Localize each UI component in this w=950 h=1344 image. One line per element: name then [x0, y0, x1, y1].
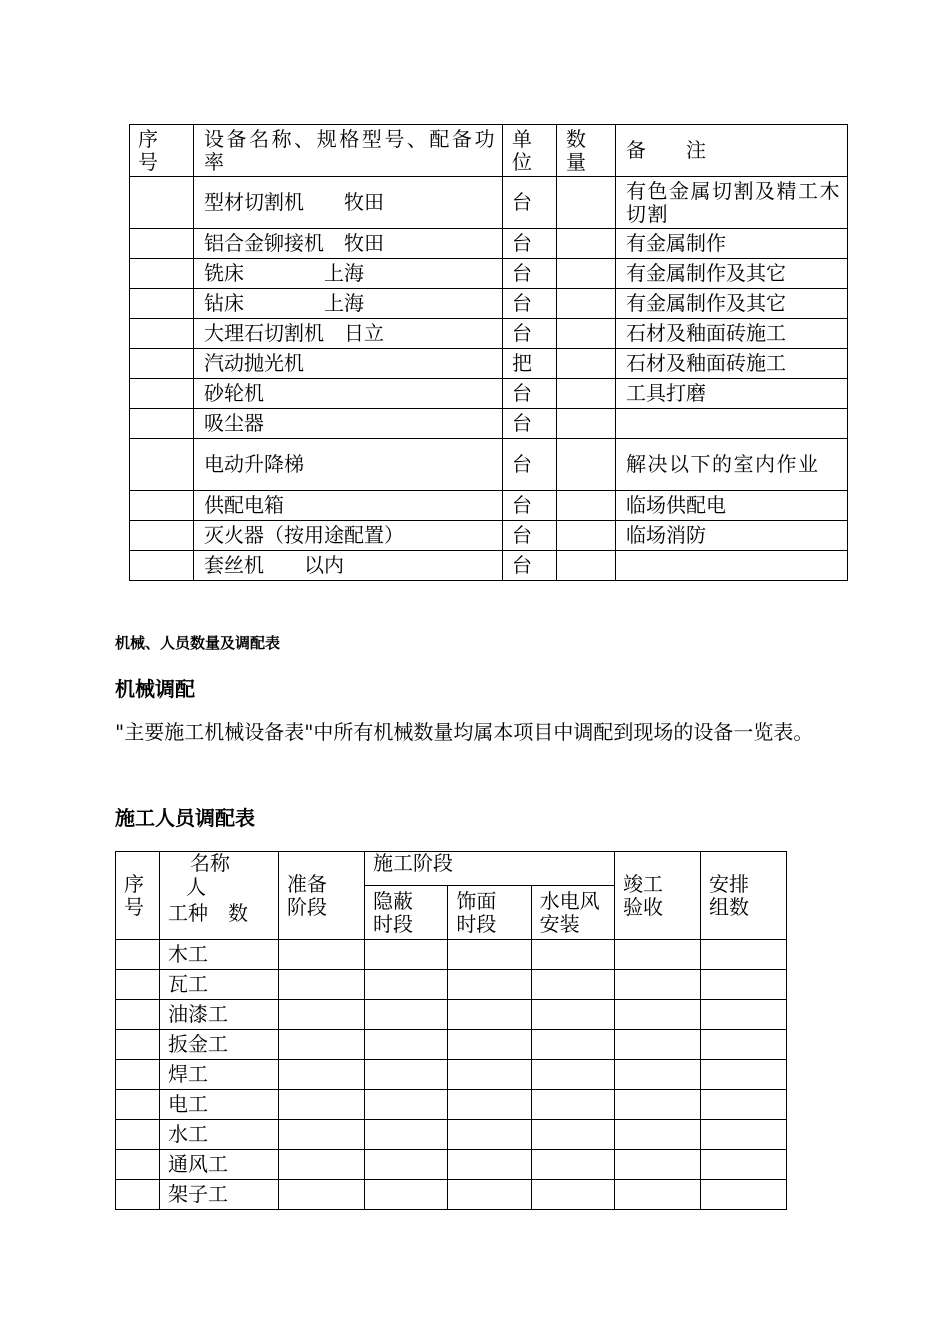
row-unit: 台 — [503, 259, 557, 289]
row-cell — [701, 970, 787, 1000]
row-cell — [365, 970, 448, 1000]
row-serial — [130, 177, 194, 229]
header-trade-diagonal — [160, 852, 279, 940]
row-quantity — [557, 551, 616, 581]
header-remarks: 备 注 — [616, 125, 848, 177]
table-row — [116, 1090, 787, 1120]
row-cell — [448, 970, 531, 1000]
row-remarks: 临场供配电 — [616, 491, 848, 521]
row-serial — [130, 289, 194, 319]
row-serial — [130, 409, 194, 439]
row-serial — [116, 1180, 160, 1210]
row-unit: 台 — [503, 289, 557, 319]
row-cell — [279, 1150, 365, 1180]
row-serial — [116, 940, 160, 970]
row-cell — [365, 1180, 448, 1210]
row-quantity — [557, 177, 616, 229]
table-row — [130, 229, 848, 259]
row-remarks: 解决以下的室内作业 — [616, 439, 848, 491]
row-cell — [531, 1180, 614, 1210]
table-row — [116, 1150, 787, 1180]
row-cell — [365, 1060, 448, 1090]
row-quantity — [557, 379, 616, 409]
row-serial — [130, 349, 194, 379]
row-trade: 电工 — [160, 1090, 279, 1120]
row-cell — [279, 1030, 365, 1060]
row-quantity — [557, 439, 616, 491]
row-cell — [531, 1120, 614, 1150]
table-row — [130, 551, 848, 581]
row-unit: 台 — [503, 521, 557, 551]
row-cell — [365, 1000, 448, 1030]
header-name-label: 名称 — [190, 851, 230, 875]
row-cell — [279, 1120, 365, 1150]
row-cell — [615, 1150, 701, 1180]
row-cell — [701, 1030, 787, 1060]
row-cell — [365, 1150, 448, 1180]
header-equipment-name: 设备名称、规格型号、配备功率 — [194, 125, 503, 177]
header-mep-install: 水电风 安装 — [531, 886, 614, 940]
row-serial — [130, 439, 194, 491]
header-construction-stage: 施工阶段 — [365, 852, 615, 886]
row-serial — [130, 379, 194, 409]
table-row — [130, 379, 848, 409]
row-cell — [448, 1000, 531, 1030]
row-cell — [279, 1000, 365, 1030]
table-row — [116, 1180, 787, 1210]
machinery-heading: 机械调配 — [115, 677, 195, 701]
table-row — [130, 349, 848, 379]
table-row — [116, 940, 787, 970]
row-cell — [365, 1030, 448, 1060]
row-cell — [701, 1000, 787, 1030]
staff-header-row-1 — [116, 852, 787, 886]
row-cell — [531, 970, 614, 1000]
equipment-header-row — [130, 125, 848, 177]
header-trade-count-label: 工种 数 — [168, 901, 248, 925]
row-remarks: 有金属制作及其它 — [616, 289, 848, 319]
row-serial — [130, 551, 194, 581]
row-serial — [130, 229, 194, 259]
table-row — [130, 491, 848, 521]
header-serial-number: 序 号 — [130, 125, 194, 177]
staff-heading: 施工人员调配表 — [115, 806, 255, 830]
row-remarks: 有金属制作 — [616, 229, 848, 259]
row-equipment-name: 铣床 上海 — [194, 259, 503, 289]
table-row — [116, 1060, 787, 1090]
row-serial — [116, 1150, 160, 1180]
table-row — [130, 289, 848, 319]
row-cell — [365, 1120, 448, 1150]
row-cell — [615, 940, 701, 970]
table-row — [130, 319, 848, 349]
row-cell — [701, 1120, 787, 1150]
row-remarks: 工具打磨 — [616, 379, 848, 409]
row-serial — [130, 521, 194, 551]
row-cell — [701, 1060, 787, 1090]
row-cell — [279, 1090, 365, 1120]
header-quantity: 数 量 — [557, 125, 616, 177]
section-title: 机械、人员数量及调配表 — [115, 634, 281, 652]
row-remarks: 临场消防 — [616, 521, 848, 551]
row-remarks: 石材及釉面砖施工 — [616, 319, 848, 349]
row-cell — [365, 940, 448, 970]
table-row — [130, 259, 848, 289]
header-completion-acceptance: 竣工 验收 — [615, 852, 701, 940]
row-trade: 木工 — [160, 940, 279, 970]
row-cell — [448, 1120, 531, 1150]
row-quantity — [557, 409, 616, 439]
table-row — [116, 1030, 787, 1060]
row-equipment-name: 型材切割机 牧田 — [194, 177, 503, 229]
header-preparation-stage: 准备 阶段 — [279, 852, 365, 940]
row-remarks: 石材及釉面砖施工 — [616, 349, 848, 379]
row-cell — [615, 1060, 701, 1090]
row-serial — [116, 970, 160, 1000]
table-row — [130, 439, 848, 491]
row-equipment-name: 灭火器（按用途配置） — [194, 521, 503, 551]
row-quantity — [557, 259, 616, 289]
row-quantity — [557, 521, 616, 551]
row-quantity — [557, 289, 616, 319]
row-cell — [615, 1090, 701, 1120]
row-trade: 通风工 — [160, 1150, 279, 1180]
header-finishing-stage: 饰面 时段 — [448, 886, 531, 940]
row-remarks — [616, 551, 848, 581]
row-cell — [615, 1030, 701, 1060]
row-quantity — [557, 491, 616, 521]
equipment-table — [129, 124, 848, 581]
row-cell — [279, 1180, 365, 1210]
row-trade: 焊工 — [160, 1060, 279, 1090]
row-cell — [615, 970, 701, 1000]
row-serial — [130, 491, 194, 521]
row-serial — [116, 1000, 160, 1030]
table-row — [116, 1120, 787, 1150]
row-cell — [279, 940, 365, 970]
row-equipment-name: 供配电箱 — [194, 491, 503, 521]
row-remarks: 有金属制作及其它 — [616, 259, 848, 289]
row-serial — [116, 1030, 160, 1060]
row-cell — [448, 1150, 531, 1180]
staff-allocation-table — [115, 851, 787, 1210]
row-cell — [531, 1090, 614, 1120]
row-cell — [701, 1090, 787, 1120]
row-remarks: 有色金属切割及精工木切割 — [616, 177, 848, 229]
header-serial-number: 序 号 — [116, 852, 160, 940]
row-quantity — [557, 229, 616, 259]
row-unit: 台 — [503, 551, 557, 581]
row-cell — [279, 1060, 365, 1090]
row-equipment-name: 砂轮机 — [194, 379, 503, 409]
row-cell — [701, 1150, 787, 1180]
row-serial — [116, 1120, 160, 1150]
row-trade: 水工 — [160, 1120, 279, 1150]
header-people-label: 人 — [186, 875, 206, 899]
row-unit: 台 — [503, 439, 557, 491]
row-cell — [615, 1120, 701, 1150]
row-trade: 架子工 — [160, 1180, 279, 1210]
row-cell — [531, 1150, 614, 1180]
row-cell — [531, 1030, 614, 1060]
row-cell — [448, 940, 531, 970]
table-row — [130, 521, 848, 551]
row-unit: 台 — [503, 177, 557, 229]
row-quantity — [557, 349, 616, 379]
row-equipment-name: 电动升降梯 — [194, 439, 503, 491]
row-unit: 台 — [503, 229, 557, 259]
row-cell — [279, 970, 365, 1000]
header-concealed-stage: 隐蔽 时段 — [365, 886, 448, 940]
row-remarks — [616, 409, 848, 439]
row-unit: 台 — [503, 491, 557, 521]
header-group-count: 安排 组数 — [701, 852, 787, 940]
row-cell — [531, 940, 614, 970]
row-serial — [130, 259, 194, 289]
row-trade: 油漆工 — [160, 1000, 279, 1030]
table-row — [116, 970, 787, 1000]
row-cell — [531, 1060, 614, 1090]
row-cell — [448, 1060, 531, 1090]
table-row — [116, 1000, 787, 1030]
row-equipment-name: 大理石切割机 日立 — [194, 319, 503, 349]
machinery-paragraph: "主要施工机械设备表"中所有机械数量均属本项目中调配到现场的设备一览表。 — [115, 720, 814, 744]
row-cell — [701, 1180, 787, 1210]
row-cell — [448, 1180, 531, 1210]
row-equipment-name: 铝合金铆接机 牧田 — [194, 229, 503, 259]
row-serial — [130, 319, 194, 349]
row-trade: 扳金工 — [160, 1030, 279, 1060]
row-cell — [365, 1090, 448, 1120]
row-cell — [701, 940, 787, 970]
row-unit: 台 — [503, 379, 557, 409]
row-equipment-name: 吸尘器 — [194, 409, 503, 439]
row-unit: 台 — [503, 319, 557, 349]
row-serial — [116, 1090, 160, 1120]
table-row — [130, 409, 848, 439]
table-row — [130, 177, 848, 229]
row-cell — [531, 1000, 614, 1030]
row-equipment-name: 套丝机 以内 — [194, 551, 503, 581]
row-cell — [448, 1030, 531, 1060]
row-cell — [448, 1090, 531, 1120]
row-quantity — [557, 319, 616, 349]
header-unit: 单 位 — [503, 125, 557, 177]
row-cell — [615, 1180, 701, 1210]
row-serial — [116, 1060, 160, 1090]
row-unit: 台 — [503, 409, 557, 439]
row-cell — [615, 1000, 701, 1030]
row-equipment-name: 钻床 上海 — [194, 289, 503, 319]
row-equipment-name: 汽动抛光机 — [194, 349, 503, 379]
row-unit: 把 — [503, 349, 557, 379]
row-trade: 瓦工 — [160, 970, 279, 1000]
